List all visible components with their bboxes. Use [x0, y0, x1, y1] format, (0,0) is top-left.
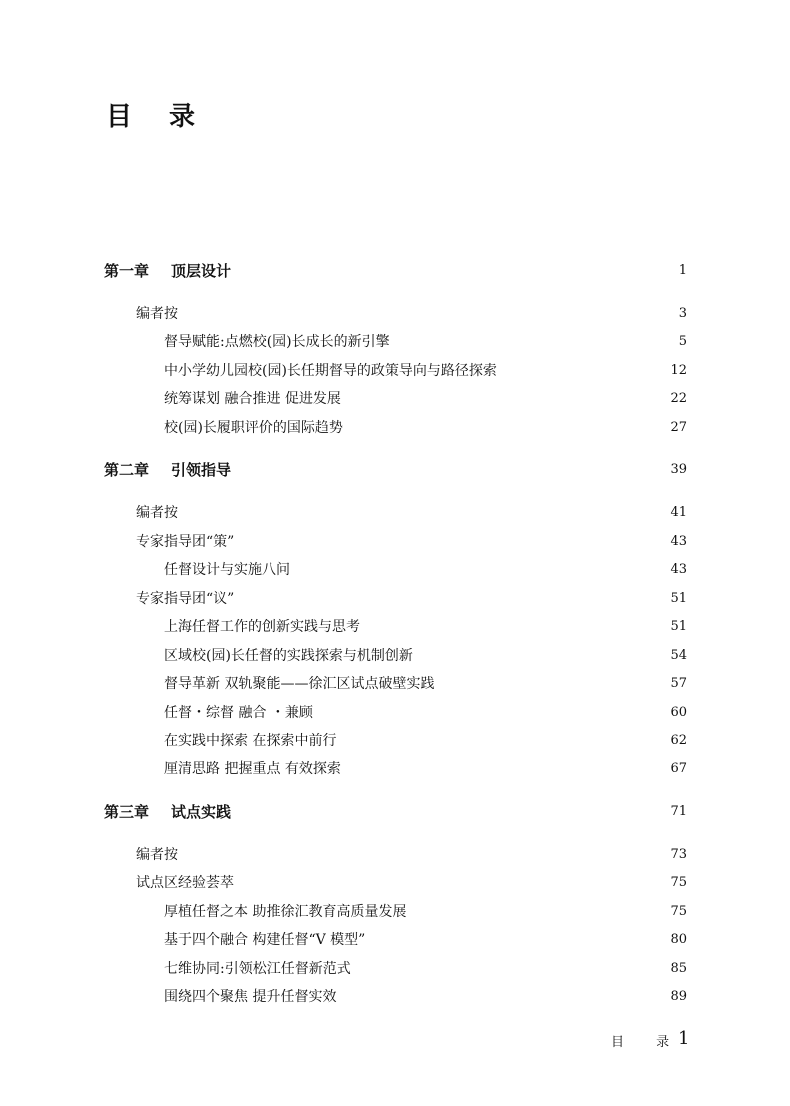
toc-entry[interactable] — [0, 672, 790, 694]
chapter-name: 引领指导 — [171, 460, 232, 479]
page-footer — [0, 1028, 790, 1052]
page-number: 62 — [670, 732, 687, 748]
page-number: 22 — [670, 390, 687, 406]
entry-label: 厚植任督之本 助推徐汇教育高质量发展 — [164, 904, 407, 920]
chapter-number: 第二章 — [104, 460, 150, 479]
entry-label: 厘清思路 把握重点 有效探索 — [164, 761, 341, 777]
chapter-number: 第一章 — [104, 261, 150, 280]
toc-entry[interactable] — [0, 729, 790, 751]
entry-label: 校(园)长履职评价的国际趋势 — [164, 420, 343, 436]
chapter-heading — [104, 801, 231, 822]
entry-label: 编者按 — [136, 505, 178, 521]
toc-entry[interactable] — [0, 900, 790, 922]
toc-entry[interactable] — [0, 302, 790, 324]
toc-entry[interactable] — [0, 330, 790, 352]
page-number: 57 — [670, 675, 687, 691]
page-number: 54 — [670, 647, 687, 663]
page-number: 89 — [670, 988, 687, 1004]
toc-entry[interactable] — [0, 644, 790, 666]
entry-label: 围绕四个聚焦 提升任督实效 — [164, 989, 337, 1005]
chapter-heading — [104, 459, 231, 480]
page-number: 80 — [670, 931, 687, 947]
page-number: 67 — [670, 760, 687, 776]
entry-label: 任督设计与实施八问 — [164, 562, 290, 578]
page-number: 3 — [678, 305, 687, 321]
toc-entry[interactable] — [0, 587, 790, 609]
footer-label: 目 录 — [611, 1035, 684, 1050]
entry-label: 区域校(园)长任督的实践探索与机制创新 — [164, 648, 413, 664]
entry-label: 统筹谋划 融合推进 促进发展 — [164, 391, 341, 407]
entry-label: 专家指导团“议” — [136, 591, 235, 607]
page-number: 12 — [670, 362, 687, 378]
toc-entry[interactable] — [0, 615, 790, 637]
page-number: 27 — [670, 419, 687, 435]
toc-entry[interactable] — [0, 501, 790, 523]
toc-entry[interactable] — [0, 871, 790, 893]
page-number: 51 — [670, 590, 687, 606]
toc-chapter-2[interactable] — [0, 458, 790, 480]
entry-label: 中小学幼儿园校(园)长任期督导的政策导向与路径探索 — [164, 363, 497, 379]
page-number: 85 — [670, 960, 687, 976]
toc-chapter-1[interactable] — [0, 259, 790, 281]
entry-label: 编者按 — [136, 847, 178, 863]
page-number: 43 — [670, 533, 687, 549]
toc-entry[interactable] — [0, 843, 790, 865]
page-number: 41 — [670, 504, 687, 520]
chapter-number: 第三章 — [104, 802, 150, 821]
entry-label: 编者按 — [136, 306, 178, 322]
toc-entry[interactable] — [0, 957, 790, 979]
page-title: 目 录 — [106, 102, 210, 132]
page-number: 43 — [670, 561, 687, 577]
page-number: 75 — [670, 903, 687, 919]
toc-entry[interactable] — [0, 985, 790, 1007]
toc-entry[interactable] — [0, 928, 790, 950]
page-number: 71 — [670, 803, 687, 819]
toc-chapter-3[interactable] — [0, 800, 790, 822]
page-number: 51 — [670, 618, 687, 634]
entry-label: 在实践中探索 在探索中前行 — [164, 733, 337, 749]
toc-entry[interactable] — [0, 701, 790, 723]
toc-entry[interactable] — [0, 359, 790, 381]
page-number: 1 — [678, 262, 687, 278]
page-number: 60 — [670, 704, 687, 720]
toc-entry[interactable] — [0, 416, 790, 438]
page-number: 39 — [670, 461, 687, 477]
toc-entry[interactable] — [0, 757, 790, 779]
entry-label: 上海任督工作的创新实践与思考 — [164, 619, 360, 635]
entry-label: 基于四个融合 构建任督“V 模型” — [164, 932, 366, 948]
page-number: 5 — [678, 333, 687, 349]
entry-label: 试点区经验荟萃 — [136, 875, 234, 891]
entry-label: 七维协同:引领松江任督新范式 — [164, 961, 351, 977]
toc-entry[interactable] — [0, 387, 790, 409]
page-number: 73 — [670, 846, 687, 862]
toc-entry[interactable] — [0, 530, 790, 552]
page-number: 75 — [670, 874, 687, 890]
chapter-name: 顶层设计 — [171, 261, 232, 280]
entry-label: 任督・综督 融合 ・兼顾 — [164, 705, 313, 721]
entry-label: 专家指导团“策” — [136, 534, 235, 550]
entry-label: 督导革新 双轨聚能——徐汇区试点破壁实践 — [164, 676, 435, 692]
chapter-name: 试点实践 — [171, 802, 232, 821]
footer-page-number: 1 — [678, 1028, 690, 1049]
chapter-heading — [104, 260, 231, 281]
toc-entry[interactable] — [0, 558, 790, 580]
entry-label: 督导赋能:点燃校(园)长成长的新引擎 — [164, 334, 390, 350]
